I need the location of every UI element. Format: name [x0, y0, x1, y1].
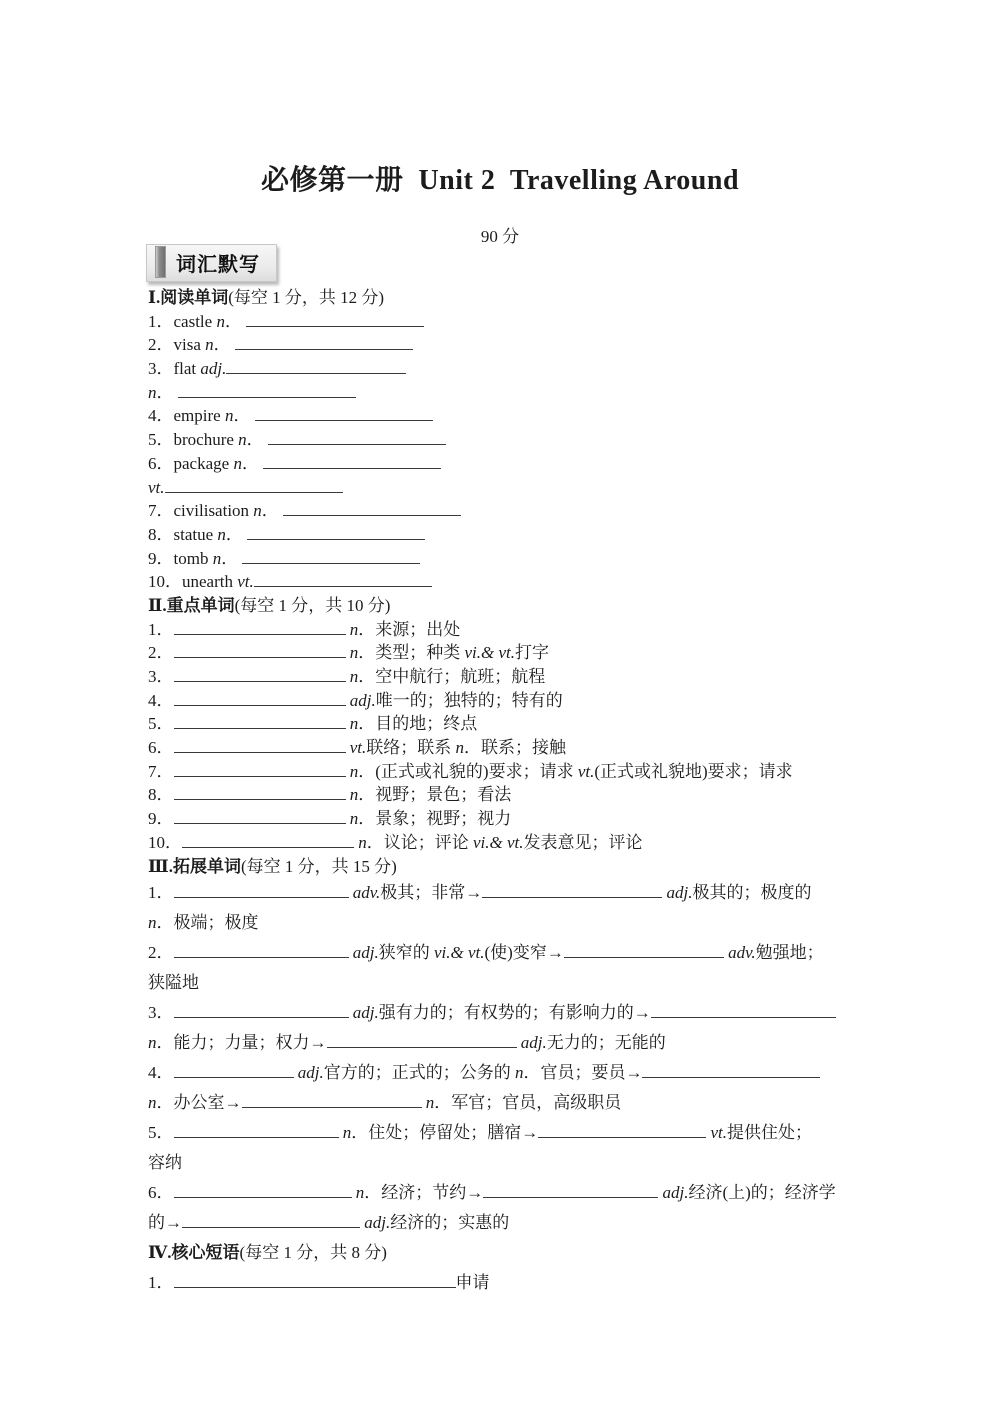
line-text: 强有力的；有权势的；有影响力的→	[378, 1003, 651, 1023]
answer-blank	[651, 1002, 836, 1018]
line-text: 4．empire	[148, 406, 225, 426]
worksheet-line	[148, 665, 864, 689]
answer-blank	[246, 311, 424, 327]
worksheet-line	[148, 938, 864, 968]
answer-blank	[564, 942, 724, 958]
ribbon-bar-icon	[155, 246, 166, 278]
worksheet-line	[148, 310, 864, 334]
line-text: 极其；非常→	[380, 883, 483, 903]
line-text: 经济的；实惠的	[390, 1213, 510, 1233]
answer-blank	[642, 1062, 820, 1078]
line-text: 4．	[148, 1063, 174, 1083]
pos-label: adj.	[297, 1063, 324, 1083]
answer-blank	[483, 1182, 658, 1198]
line-text: 唯一的；独特的；特有的	[375, 690, 563, 710]
line-text: 打字	[515, 643, 550, 663]
pos-label: n	[233, 453, 242, 473]
worksheet-line	[148, 1208, 864, 1238]
worksheet-line	[148, 476, 864, 500]
answer-blank	[174, 1272, 456, 1288]
answer-blank	[174, 737, 346, 753]
line-text: Ⅲ.拓展单词	[148, 856, 241, 876]
worksheet-line	[148, 570, 864, 594]
line-text: 7．civilisation	[148, 501, 254, 521]
worksheet-line	[148, 998, 864, 1028]
answer-blank	[174, 808, 346, 824]
pos-label: n	[349, 667, 359, 686]
line-text: ．空中航行；航班；航程	[358, 667, 546, 686]
pos-label: n	[349, 809, 359, 829]
line-text: ．议论；评论	[366, 832, 473, 852]
pos-label: n	[212, 548, 222, 568]
pos-label: n	[342, 1123, 352, 1143]
worksheet-line	[148, 712, 864, 736]
score-line: 90 分	[480, 227, 520, 246]
line-text: 无力的；无能的	[546, 1033, 666, 1053]
line-text: (每空 1 分，共 8 分)	[239, 1243, 387, 1263]
line-text: ．	[246, 430, 268, 450]
line-text: 5．	[148, 1123, 174, 1143]
pos-label: vt.	[710, 1123, 728, 1143]
line-text: (每空 1 分，共 10 分)	[234, 595, 391, 615]
line-text: ．极端；极度	[156, 913, 259, 933]
pos-label: adj.	[352, 943, 379, 963]
line-text: 8．	[148, 785, 174, 805]
pos-label: vt.	[237, 572, 254, 592]
answer-blank	[255, 405, 433, 421]
answer-blank	[226, 358, 406, 374]
line-text: 联络；联系	[366, 738, 456, 758]
answer-blank	[283, 500, 461, 516]
line-text: 提供住处；	[727, 1123, 813, 1143]
line-text: ．住处；停留处；膳宿→	[351, 1123, 539, 1143]
pos-label: n	[148, 1093, 157, 1113]
pos-label: adj.	[200, 359, 227, 379]
worksheet-line	[148, 452, 864, 476]
answer-blank	[174, 882, 349, 898]
pos-label: n	[455, 738, 465, 758]
line-text: 10．	[148, 832, 182, 852]
answer-blank	[165, 477, 343, 493]
pos-label: n	[349, 643, 359, 663]
line-text: 3．	[148, 667, 174, 686]
line-text: Ⅰ.阅读单词	[148, 288, 229, 307]
pos-label: adj.	[662, 1183, 689, 1203]
line-text: 6．package	[148, 453, 234, 473]
pos-label: n	[224, 406, 234, 426]
worksheet-line	[148, 1088, 864, 1118]
line-text: 1．	[148, 1273, 174, 1293]
line-text: (每空 1 分，共 15 分)	[240, 856, 397, 876]
worksheet-line	[148, 428, 864, 452]
worksheet-line	[148, 908, 864, 938]
line-text: Ⅳ.核心短语	[148, 1243, 240, 1263]
pos-label: vi.& vt.	[433, 943, 485, 963]
line-text: ．	[241, 453, 264, 473]
line-text: 发表意见；评论	[523, 832, 643, 852]
line-text: 9．tomb	[148, 548, 213, 568]
pos-label: vt.	[148, 477, 165, 497]
line-text: Ⅱ.重点单词	[148, 595, 235, 615]
pos-label: n	[216, 311, 225, 331]
worksheet-line	[148, 1028, 864, 1058]
line-text: 容纳	[148, 1153, 182, 1173]
line-text: 申请	[455, 1273, 490, 1293]
line-text: ．目的地；终点	[358, 714, 478, 734]
pos-label: n	[238, 430, 247, 450]
pos-label: n	[253, 501, 262, 521]
pos-label: adj.	[364, 1213, 391, 1233]
worksheet-body	[148, 286, 864, 1298]
line-text: 9．	[148, 809, 174, 829]
line-text: (正式或礼貌地)要求；请求	[594, 761, 793, 781]
worksheet-line	[148, 1178, 864, 1208]
answer-blank	[263, 453, 441, 469]
answer-blank	[174, 1062, 294, 1078]
pos-label: vi.& vt.	[473, 832, 524, 852]
worksheet-line	[148, 333, 864, 357]
worksheet-line	[148, 1118, 864, 1148]
answer-blank	[174, 1002, 349, 1018]
answer-blank	[174, 942, 349, 958]
line-text: 勉强地；	[755, 943, 824, 963]
pos-label: n	[217, 524, 226, 544]
answer-blank	[174, 761, 346, 777]
answer-blank	[268, 429, 446, 445]
pos-label: n	[148, 913, 157, 933]
answer-blank	[174, 784, 346, 800]
line-text: ．联系；接触	[464, 738, 567, 758]
section-badge-label: 词汇默写	[176, 253, 260, 276]
line-text: 6．	[148, 738, 174, 758]
answer-blank	[538, 1122, 706, 1138]
worksheet-line	[148, 689, 864, 713]
line-text: 6．	[148, 1183, 174, 1203]
line-text: 官方的；正式的；公务的	[323, 1063, 515, 1083]
answer-blank	[242, 1092, 422, 1108]
worksheet-line	[148, 1148, 864, 1178]
answer-blank	[482, 882, 662, 898]
line-text: ．军官；官员，高级职员	[434, 1093, 622, 1113]
answer-blank	[182, 832, 354, 848]
answer-blank	[247, 524, 425, 540]
line-text: 2．	[148, 943, 174, 963]
answer-blank	[174, 1182, 352, 1198]
line-text: ．	[233, 406, 255, 426]
section-heading	[148, 1238, 864, 1268]
worksheet-line	[148, 547, 864, 571]
answer-blank	[174, 642, 346, 658]
line-text: 5．brochure	[148, 430, 239, 450]
line-text: 1．	[148, 883, 174, 903]
line-text: ．景象；视野；视力	[358, 809, 512, 829]
pos-label: adv.	[728, 943, 756, 963]
line-text: ．	[156, 382, 178, 402]
answer-blank	[174, 690, 346, 706]
answer-blank	[178, 382, 356, 398]
line-text: ．官员；要员→	[523, 1063, 643, 1083]
pos-label: n	[349, 761, 359, 781]
pos-label: n	[425, 1093, 435, 1113]
section-heading	[148, 855, 864, 879]
section-badge	[146, 244, 277, 282]
line-text: ．办公室→	[156, 1093, 242, 1113]
line-text: 4．	[148, 690, 174, 710]
worksheet-line	[148, 831, 864, 855]
line-text: 8．statue	[148, 524, 218, 544]
pos-label: n	[205, 335, 214, 355]
line-text: 3．flat	[148, 359, 201, 379]
line-text: ．类型；种类	[358, 643, 465, 663]
pos-label: vt.	[349, 738, 367, 758]
worksheet-line	[148, 783, 864, 807]
pos-label: adj.	[666, 883, 693, 903]
worksheet-line	[148, 641, 864, 665]
line-text: ．来源；出处	[358, 619, 461, 639]
answer-blank	[174, 619, 346, 635]
line-text: 10．unearth	[148, 572, 238, 592]
line-text: (每空 1 分，共 12 分)	[228, 288, 385, 307]
line-text: ．	[221, 548, 243, 568]
worksheet-line	[148, 878, 864, 908]
line-text: ．能力；力量；权力→	[156, 1033, 327, 1053]
pos-label: n	[148, 1033, 157, 1053]
pos-label: n	[349, 785, 359, 805]
pos-label: n	[355, 1183, 365, 1203]
pos-label: adv.	[352, 883, 381, 903]
line-text: 狭隘地	[148, 973, 199, 993]
pos-label: n	[358, 832, 367, 852]
worksheet-line	[148, 968, 864, 998]
answer-blank	[174, 1122, 339, 1138]
line-text: 3．	[148, 1003, 174, 1023]
answer-blank	[327, 1032, 517, 1048]
answer-blank	[174, 713, 346, 729]
line-text: 2．visa	[148, 335, 206, 355]
section-heading	[148, 286, 864, 310]
pos-label: vi.& vt.	[464, 643, 516, 663]
worksheet-line	[148, 1058, 864, 1088]
line-text: 1．castle	[148, 311, 217, 331]
worksheet-line	[148, 523, 864, 547]
pos-label: n	[349, 619, 359, 639]
line-text: 的→	[148, 1213, 182, 1233]
pos-label: n	[148, 382, 157, 402]
line-text: ．	[213, 335, 235, 355]
line-text: 1．	[148, 619, 174, 639]
worksheet-line	[148, 736, 864, 760]
section-heading	[148, 594, 864, 618]
pos-label: n	[514, 1063, 524, 1083]
line-text: 5．	[148, 714, 174, 734]
worksheet-line	[148, 760, 864, 784]
pos-label: adj.	[349, 690, 376, 710]
line-text: 2．	[148, 643, 174, 663]
answer-blank	[242, 548, 420, 564]
line-text: 狭窄的	[378, 943, 434, 963]
answer-blank	[174, 666, 346, 682]
line-text: (使)变窄→	[484, 943, 564, 963]
line-text: ．	[224, 311, 247, 331]
worksheet-line	[148, 404, 864, 428]
worksheet-line	[148, 618, 864, 642]
pos-label: adj.	[520, 1033, 547, 1053]
line-text: 经济(上)的；经济学	[688, 1183, 836, 1203]
pos-label: adj.	[352, 1003, 379, 1023]
page-title: 必修第一册 Unit 2 Travelling Around	[260, 165, 740, 196]
worksheet-line	[148, 381, 864, 405]
worksheet-line	[148, 357, 864, 381]
pos-label: n	[349, 714, 359, 734]
answer-blank	[254, 571, 432, 587]
worksheet-line	[148, 499, 864, 523]
line-text: ．	[261, 501, 284, 521]
line-text: 极其的；极度的	[692, 883, 812, 903]
worksheet-line	[148, 807, 864, 831]
answer-blank	[235, 334, 413, 350]
line-text: ．(正式或礼貌的)要求；请求	[358, 761, 578, 781]
line-text: ．	[225, 524, 248, 544]
answer-blank	[182, 1212, 360, 1228]
line-text: ．视野；景色；看法	[358, 785, 512, 805]
line-text: ．经济；节约→	[364, 1183, 484, 1203]
line-text: 7．	[148, 761, 174, 781]
worksheet-line	[148, 1268, 864, 1298]
pos-label: vt.	[577, 761, 595, 781]
